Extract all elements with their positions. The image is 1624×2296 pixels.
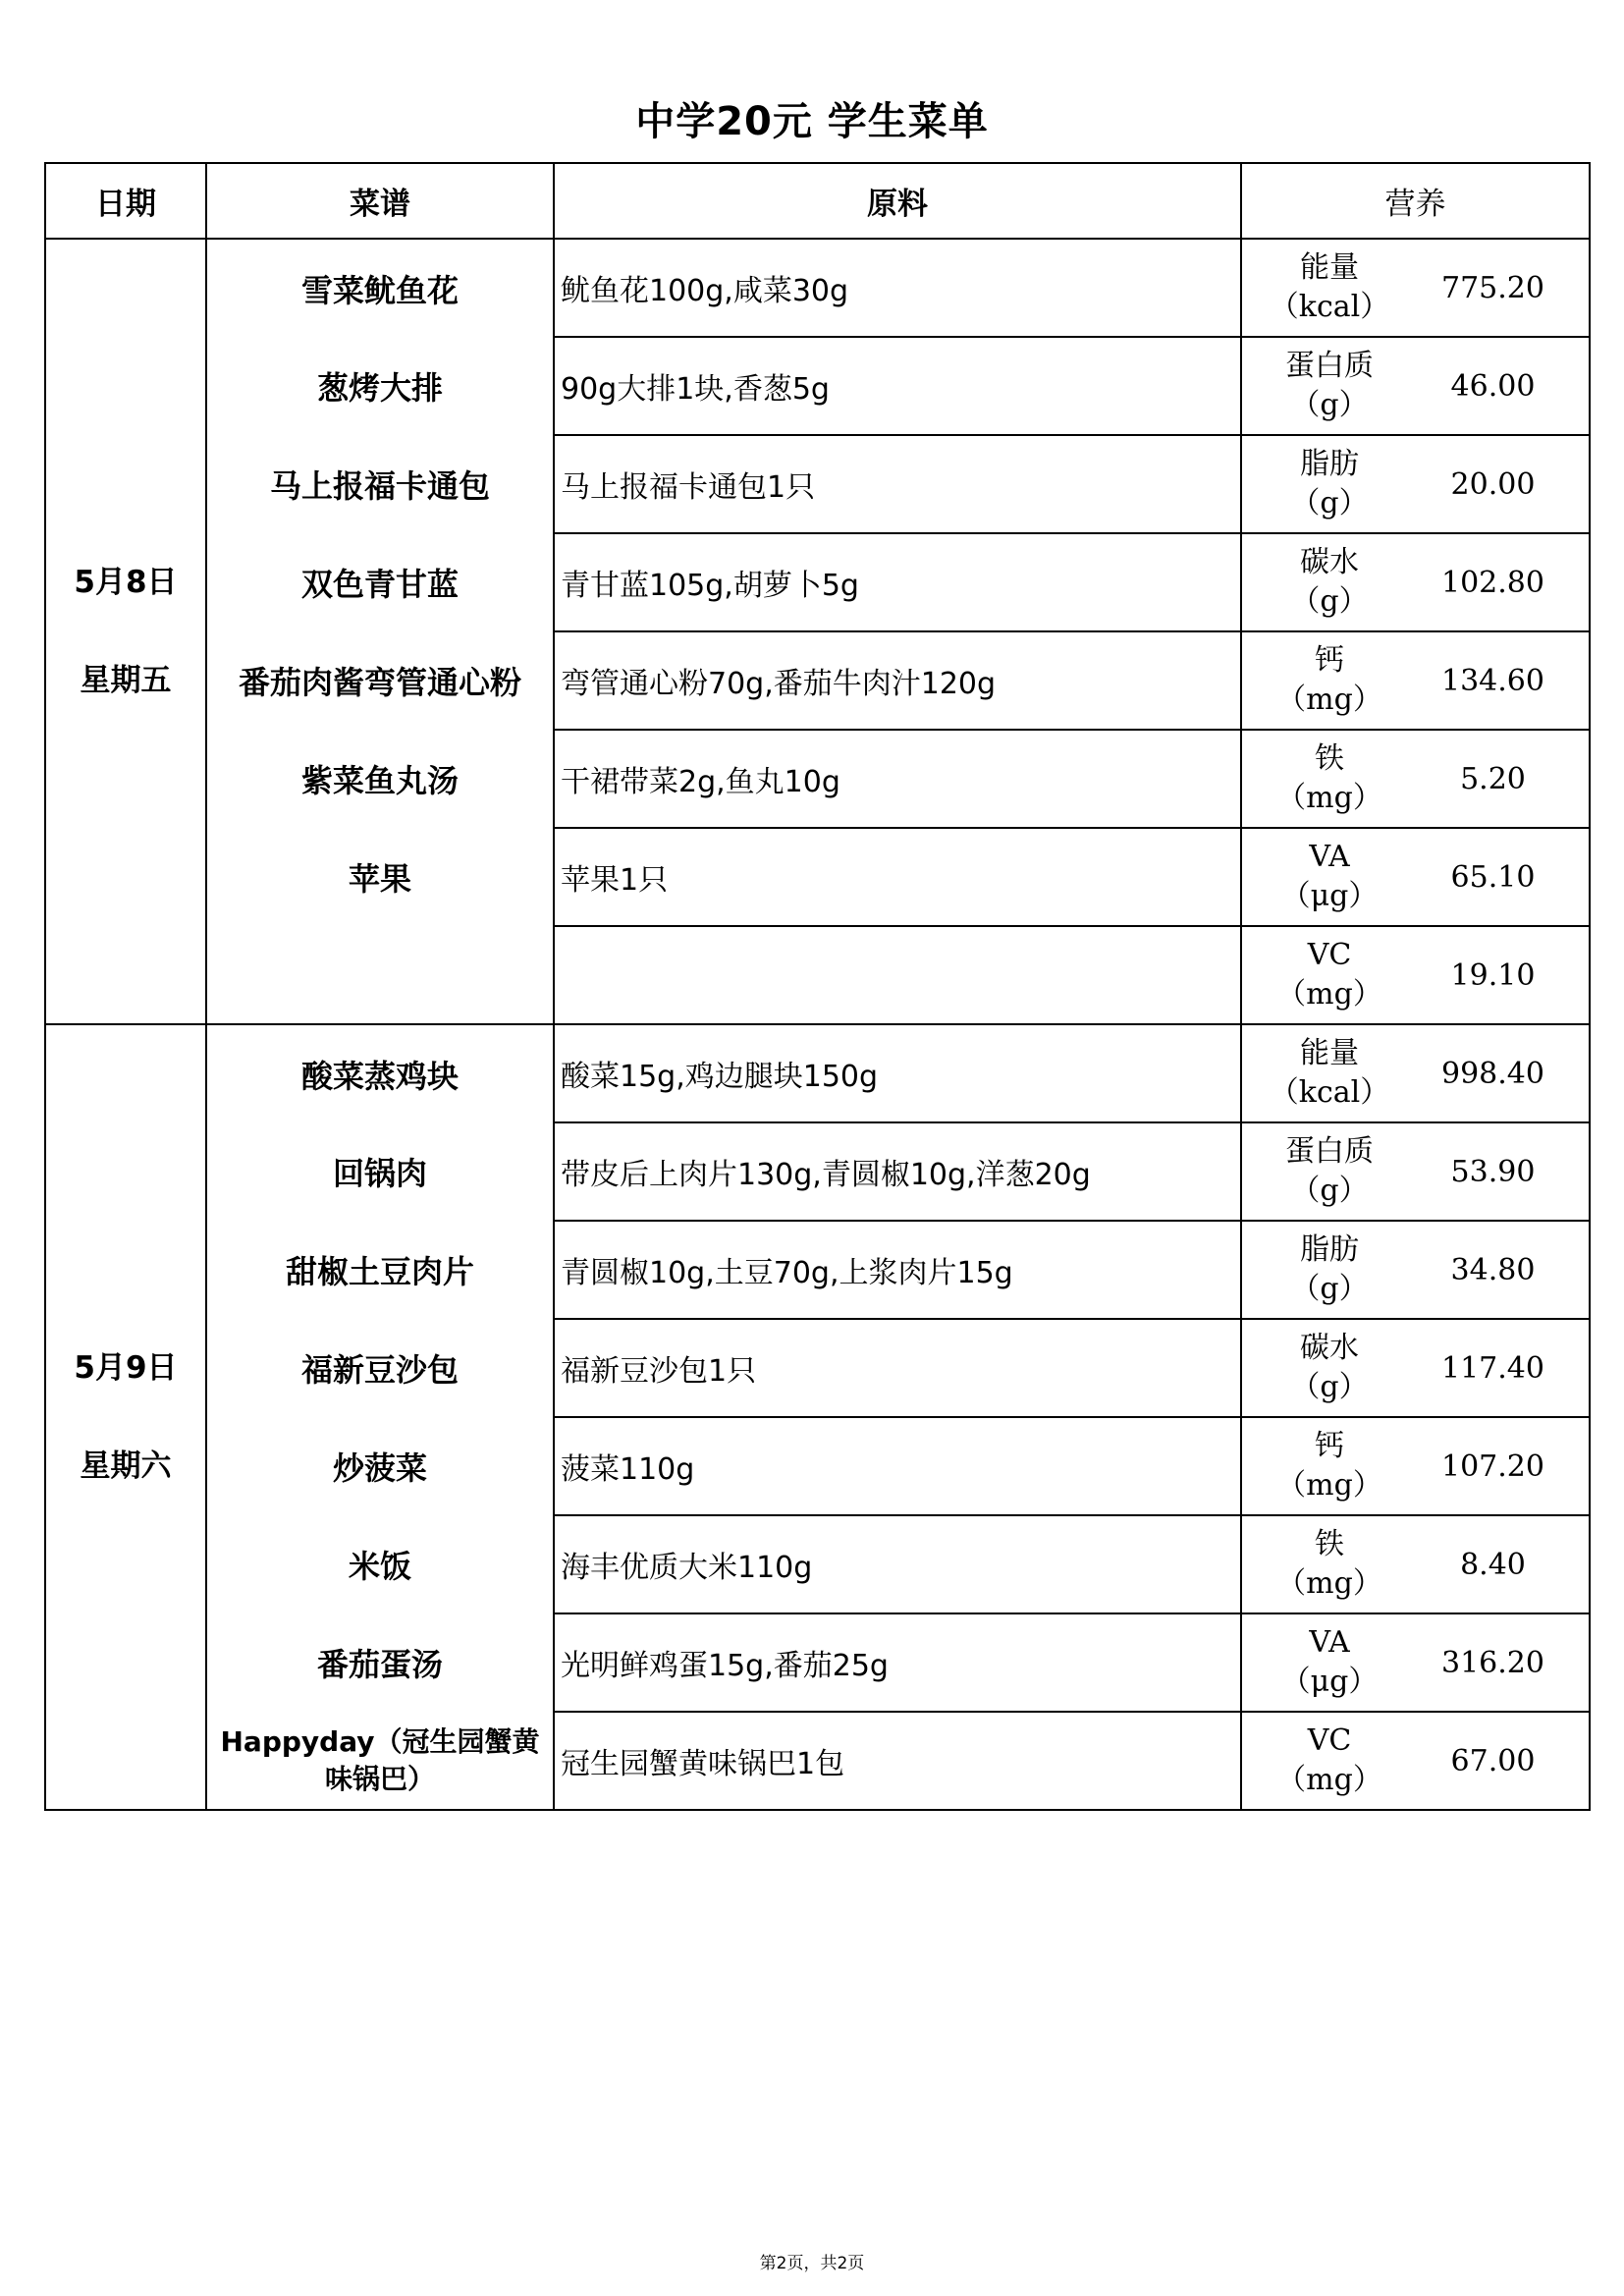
date-label: 5月9日	[74, 1350, 178, 1386]
nutrient-name: 铁	[1315, 1527, 1344, 1561]
nutrient-value: 998.40	[1441, 1056, 1544, 1091]
table-row	[45, 1515, 1590, 1613]
ingredient-cell: 带皮后上肉片130g,青圆椒10g,洋葱20g	[554, 1122, 1241, 1221]
dish-name: 酸菜蒸鸡块	[206, 1024, 554, 1122]
ingredient-cell: 冠生园蟹黄味锅巴1包	[554, 1712, 1241, 1810]
table-row	[45, 1024, 1590, 1122]
dish-name: 葱烤大排	[206, 337, 554, 435]
ingredient-cell: 苹果1只	[554, 828, 1241, 926]
nutrient-unit: （mg）	[1276, 1763, 1382, 1797]
nutrient-value: 775.20	[1441, 270, 1544, 305]
menu-table	[44, 162, 1591, 1811]
nutrient-label	[1242, 1329, 1417, 1407]
nutrient-cell	[1241, 1613, 1590, 1712]
nutrient-unit: （kcal）	[1269, 1075, 1390, 1110]
nutrient-row	[1242, 436, 1589, 532]
nutrient-row	[1242, 1025, 1589, 1121]
ingredient-cell: 光明鲜鸡蛋15g,番茄25g	[554, 1613, 1241, 1712]
nutrient-cell	[1241, 1515, 1590, 1613]
nutrient-unit: （μg）	[1280, 879, 1379, 913]
page-title: 中学20元 学生菜单	[635, 99, 989, 144]
nutrient-unit: （mg）	[1276, 683, 1382, 717]
nutrient-label	[1242, 1230, 1417, 1309]
nutrient-label	[1242, 1427, 1417, 1505]
nutrient-value: 67.00	[1450, 1743, 1536, 1778]
ingredient-cell: 青圆椒10g,土豆70g,上浆肉片15g	[554, 1221, 1241, 1319]
nutrient-cell	[1241, 1024, 1590, 1122]
header-nutrition: 营养	[1241, 163, 1590, 239]
nutrient-label	[1242, 1623, 1417, 1702]
nutrient-unit: （g）	[1290, 1370, 1369, 1404]
table-row	[45, 631, 1590, 730]
table-row	[45, 533, 1590, 631]
nutrient-label	[1242, 936, 1417, 1014]
nutrient-row	[1242, 534, 1589, 630]
ingredient-cell: 鱿鱼花100g,咸菜30g	[554, 239, 1241, 337]
dish-name: 双色青甘蓝	[206, 533, 554, 631]
nutrient-value: 65.10	[1450, 859, 1536, 895]
dish-name: 回锅肉	[206, 1122, 554, 1221]
nutrient-cell	[1241, 1319, 1590, 1417]
nutrient-cell	[1241, 1221, 1590, 1319]
nutrient-row	[1242, 927, 1589, 1023]
nutrient-row	[1242, 1123, 1589, 1220]
nutrient-value: 102.80	[1441, 565, 1544, 600]
nutrient-name: 蛋白质	[1285, 349, 1374, 383]
nutrient-name: 碳水	[1300, 1331, 1359, 1365]
nutrient-value: 5.20	[1460, 761, 1526, 796]
nutrient-unit: （kcal）	[1269, 290, 1390, 324]
nutrient-label	[1242, 838, 1417, 916]
nutrient-row	[1242, 1614, 1589, 1711]
nutrient-label	[1242, 248, 1417, 327]
nutrient-cell	[1241, 435, 1590, 533]
dish-name	[206, 926, 554, 1024]
nutrient-unit: （g）	[1290, 584, 1369, 619]
date-label: 5月8日	[74, 565, 178, 600]
nutrient-name: VA	[1309, 840, 1350, 874]
dish-name: 番茄肉酱弯管通心粉	[206, 631, 554, 730]
ingredient-cell: 干裙带菜2g,鱼丸10g	[554, 730, 1241, 828]
nutrient-name: VC	[1307, 1723, 1352, 1758]
nutrient-cell	[1241, 828, 1590, 926]
table-row	[45, 1417, 1590, 1515]
ingredient-cell: 海丰优质大米110g	[554, 1515, 1241, 1613]
table-row	[45, 337, 1590, 435]
nutrient-unit: （g）	[1290, 388, 1369, 422]
table-row	[45, 1712, 1590, 1810]
nutrient-unit: （μg）	[1280, 1665, 1379, 1699]
nutrient-cell	[1241, 1122, 1590, 1221]
ingredient-cell: 90g大排1块,香葱5g	[554, 337, 1241, 435]
nutrient-name: VA	[1309, 1625, 1350, 1660]
nutrient-name: 钙	[1315, 643, 1344, 678]
nutrient-cell	[1241, 533, 1590, 631]
dish-name: 米饭	[206, 1515, 554, 1613]
ingredient-cell: 酸菜15g,鸡边腿块150g	[554, 1024, 1241, 1122]
nutrient-label	[1242, 739, 1417, 818]
nutrient-cell	[1241, 730, 1590, 828]
nutrient-unit: （mg）	[1276, 781, 1382, 815]
nutrient-name: 脂肪	[1300, 1232, 1359, 1267]
weekday-label: 星期六	[80, 1449, 172, 1484]
nutrient-value: 117.40	[1441, 1350, 1544, 1386]
nutrient-cell	[1241, 337, 1590, 435]
nutrient-value: 316.20	[1441, 1645, 1544, 1680]
ingredient-cell: 菠菜110g	[554, 1417, 1241, 1515]
menu-body	[45, 239, 1590, 1810]
nutrient-unit: （g）	[1290, 1174, 1369, 1208]
nutrient-row	[1242, 829, 1589, 925]
nutrient-label	[1242, 1034, 1417, 1113]
nutrient-label	[1242, 641, 1417, 720]
dish-name: 炒菠菜	[206, 1417, 554, 1515]
nutrient-value: 20.00	[1450, 466, 1536, 502]
dish-name: 雪菜鱿鱼花	[206, 239, 554, 337]
nutrient-label	[1242, 543, 1417, 622]
header-date: 日期	[45, 163, 206, 239]
nutrient-name: 蛋白质	[1285, 1134, 1374, 1169]
ingredient-cell	[554, 926, 1241, 1024]
nutrient-value: 134.60	[1441, 663, 1544, 698]
table-row	[45, 926, 1590, 1024]
header-ingredients: 原料	[554, 163, 1241, 239]
nutrient-row	[1242, 338, 1589, 434]
date-cell	[45, 239, 206, 1024]
nutrient-row	[1242, 1713, 1589, 1809]
nutrient-row	[1242, 1418, 1589, 1514]
nutrient-value: 107.20	[1441, 1449, 1544, 1484]
ingredient-cell: 青甘蓝105g,胡萝卜5g	[554, 533, 1241, 631]
nutrient-unit: （g）	[1290, 486, 1369, 520]
table-row	[45, 239, 1590, 337]
nutrient-cell	[1241, 1712, 1590, 1810]
dish-name: 紫菜鱼丸汤	[206, 730, 554, 828]
ingredient-cell: 福新豆沙包1只	[554, 1319, 1241, 1417]
dish-name: Happyday（冠生园蟹黄味锅巴）	[206, 1712, 554, 1810]
nutrient-value: 8.40	[1460, 1547, 1526, 1582]
ingredient-cell: 弯管通心粉70g,番茄牛肉汁120g	[554, 631, 1241, 730]
nutrient-row	[1242, 240, 1589, 336]
nutrient-value: 34.80	[1450, 1252, 1536, 1287]
date-cell	[45, 1024, 206, 1810]
table-row	[45, 1221, 1590, 1319]
nutrient-row	[1242, 1320, 1589, 1416]
table-row	[45, 730, 1590, 828]
nutrient-name: 铁	[1315, 741, 1344, 776]
nutrient-label	[1242, 445, 1417, 523]
nutrient-label	[1242, 347, 1417, 425]
nutrient-unit: （mg）	[1276, 1468, 1382, 1503]
nutrient-unit: （g）	[1290, 1272, 1369, 1306]
dish-name: 番茄蛋汤	[206, 1613, 554, 1712]
nutrient-name: 碳水	[1300, 545, 1359, 579]
nutrient-cell	[1241, 1417, 1590, 1515]
dish-name: 苹果	[206, 828, 554, 926]
header-recipe: 菜谱	[206, 163, 554, 239]
nutrient-unit: （mg）	[1276, 1566, 1382, 1601]
table-row	[45, 1613, 1590, 1712]
nutrient-label	[1242, 1525, 1417, 1604]
dish-name: 福新豆沙包	[206, 1319, 554, 1417]
nutrient-label	[1242, 1722, 1417, 1800]
nutrient-row	[1242, 1222, 1589, 1318]
nutrient-row	[1242, 632, 1589, 729]
table-row	[45, 1122, 1590, 1221]
nutrient-name: 能量	[1300, 1036, 1359, 1070]
nutrient-name: 钙	[1315, 1429, 1344, 1463]
header-row	[45, 163, 1590, 239]
nutrient-row	[1242, 1516, 1589, 1613]
nutrient-name: 能量	[1300, 250, 1359, 285]
dish-name: 马上报福卡通包	[206, 435, 554, 533]
nutrient-name: 脂肪	[1300, 447, 1359, 481]
table-row	[45, 435, 1590, 533]
table-row	[45, 828, 1590, 926]
nutrient-value: 46.00	[1450, 368, 1536, 404]
nutrient-value: 53.90	[1450, 1154, 1536, 1189]
page-footer: 第2页，共2页	[759, 2254, 865, 2273]
nutrient-cell	[1241, 926, 1590, 1024]
nutrient-row	[1242, 731, 1589, 827]
weekday-label: 星期五	[80, 663, 172, 698]
table-row	[45, 1319, 1590, 1417]
nutrient-cell	[1241, 239, 1590, 337]
nutrient-label	[1242, 1132, 1417, 1211]
nutrient-unit: （mg）	[1276, 977, 1382, 1011]
dish-name: 甜椒土豆肉片	[206, 1221, 554, 1319]
nutrient-value: 19.10	[1450, 957, 1536, 993]
ingredient-cell: 马上报福卡通包1只	[554, 435, 1241, 533]
nutrient-name: VC	[1307, 938, 1352, 972]
nutrient-cell	[1241, 631, 1590, 730]
